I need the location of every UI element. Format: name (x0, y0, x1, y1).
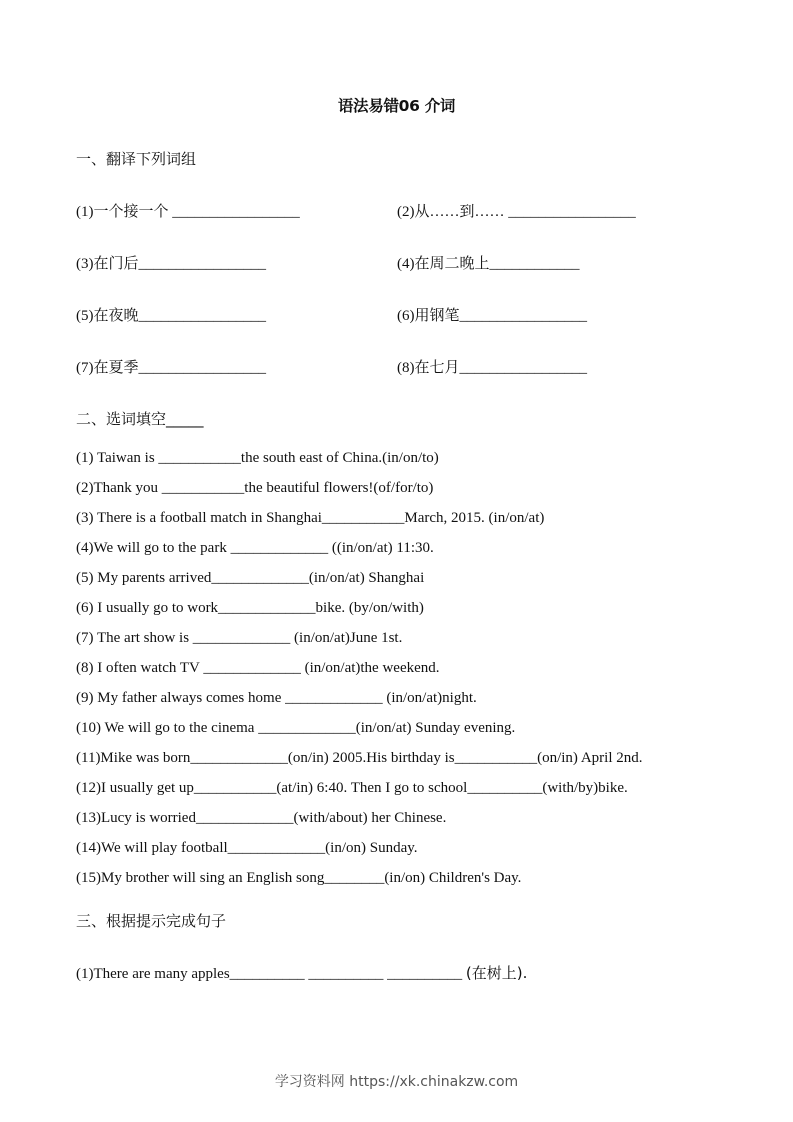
fill-in-question: (11)Mike was born_____________(on/in) 2005.His birthday is___________(on/in) April 2nd. (76, 750, 643, 766)
phrase-item: (7)在夏季_________________ (76, 360, 266, 376)
completion-hint: (在树上). (465, 964, 528, 982)
phrase-item: (2)从……到…… _________________ (397, 204, 636, 220)
section-heading-fill-in: 二、选词填空_____ (76, 410, 204, 428)
footer-watermark: 学习资料网 https://xk.chinakzw.com (274, 1074, 519, 1090)
fill-in-question: (9) My father always comes home _____________ (in/on/at)night. (76, 690, 477, 706)
section-heading-translate: 一、翻译下列词组 (76, 150, 197, 168)
fill-in-question: (4)We will go to the park _____________ ((in/on/at) 11:30. (76, 540, 434, 556)
fill-in-question: (8) I often watch TV _____________ (in/on/at)the weekend. (76, 660, 440, 676)
section-heading-complete: 三、根据提示完成句子 (76, 912, 227, 930)
fill-in-question: (15)My brother will sing an English song________(in/on) Children's Day. (76, 870, 522, 886)
phrase-item: (5)在夜晚_________________ (76, 308, 266, 324)
fill-in-question: (14)We will play football_____________(in/on) Sunday. (76, 840, 418, 856)
fill-in-question: (7) The art show is _____________ (in/on/at)June 1st. (76, 630, 403, 646)
fill-in-question: (10) We will go to the cinema _____________(in/on/at) Sunday evening. (76, 720, 516, 736)
completion-question (76, 962, 527, 983)
fill-in-question: (5) My parents arrived_____________(in/on/at) Shanghai (76, 570, 425, 586)
fill-in-question: (3) There is a football match in Shanghai___________March, 2015. (in/on/at) (76, 510, 545, 526)
phrase-item: (6)用钢笔_________________ (397, 308, 587, 324)
phrase-item: (3)在门后_________________ (76, 256, 266, 272)
phrase-item: (4)在周二晚上____________ (397, 256, 580, 272)
fill-in-question: (12)I usually get up___________(at/in) 6:40. Then I go to school__________(with/by)bike. (76, 780, 628, 796)
fill-in-question: (1) Taiwan is ___________the south east of China.(in/on/to) (76, 450, 439, 466)
fill-in-question: (2)Thank you ___________the beautiful flowers!(of/for/to) (76, 480, 434, 496)
phrase-item: (8)在七月_________________ (397, 360, 587, 376)
fill-in-question: (6) I usually go to work_____________bike. (by/on/with) (76, 600, 424, 616)
phrase-item: (1)一个接一个 _________________ (76, 204, 300, 220)
completion-sentence: (1)There are many apples__________ __________ __________ (76, 966, 466, 982)
fill-in-question: (13)Lucy is worried_____________(with/about) her Chinese. (76, 810, 447, 826)
page-title: 语法易错06 介词 (337, 97, 456, 115)
